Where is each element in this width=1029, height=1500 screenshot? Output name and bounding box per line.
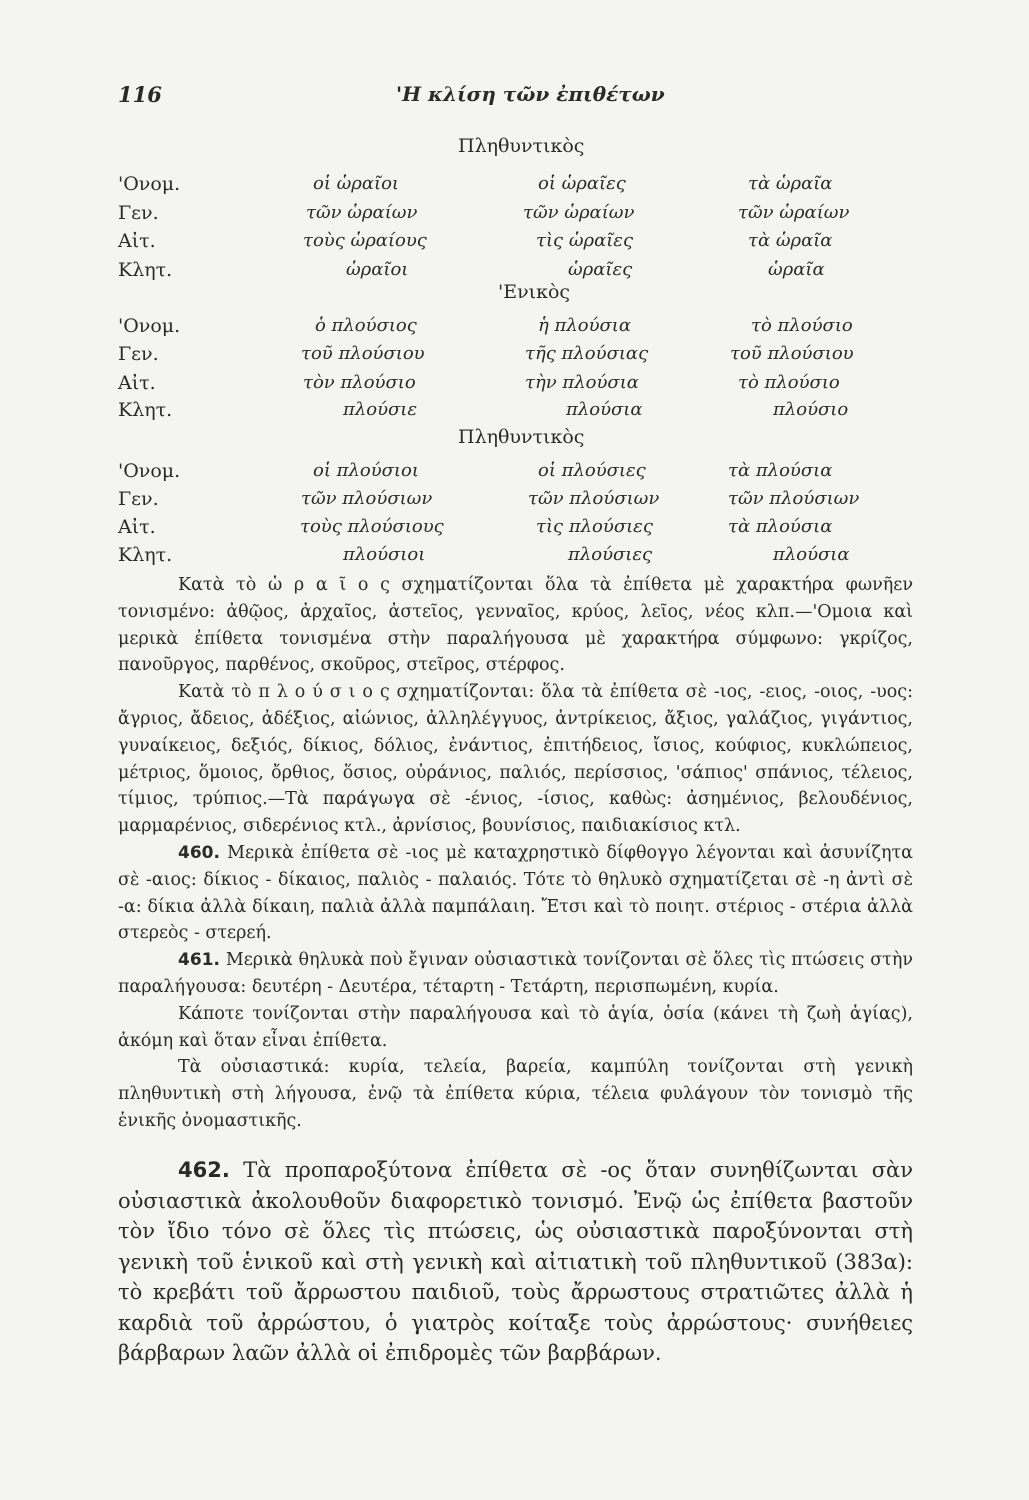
section-title: Πληθυντικὸς: [458, 135, 585, 157]
feminine-form: τὶς ὡραῖες: [536, 230, 634, 251]
paragraph: Κατὰ τὸ ὡ ρ α ῖ ο ς σχηματίζονται ὅλα τὰ ἐπίθετα μὲ χαρακτήρα φωνῆεν τονισμένο: ἀθῷος, ἀρχαῖος, ἀστεῖος, γενναῖος, κρύος, λεῖος, νέος κλπ.—'Ομοια καὶ μερικὰ ἐπίθετα τονισμένα στὴν παραλήγουσα μὲ χαρακτήρα σύμφωνο: γκρίζος, πανοῦργος, παρθένος, σκοῦρος, στεῖρος, στέρφος.: [118, 575, 913, 676]
masculine-form: τὸν πλούσιο: [303, 372, 416, 393]
feminine-form: τὴν πλούσια: [525, 372, 639, 393]
table-row: [118, 516, 898, 544]
neuter-form: τῶν ὡραίων: [738, 202, 850, 223]
table-row: [118, 372, 898, 400]
table-row: [118, 343, 898, 371]
case-label: Γεν.: [118, 202, 159, 224]
case-label: 'Ονομ.: [118, 460, 181, 482]
feminine-form: οἱ πλούσιες: [538, 460, 646, 481]
paragraph: Κατὰ τὸ π λ ο ύ σ ι ο ς σχηματίζονται: ὅλα τὰ ἐπίθετα σὲ -ιος, -ειος, -οιος, -υος: ἄγριος, ἄδειος, ἀδέξιος, αἰώνιος, ἀλληλέγγυος, ἀντρίκειος, ἄξιος, γαλάζιος, γιγάντιος, γυναίκειος, δεξιός, δίκιος, δόλιος, ἐνάντιος, ἐπιτήδειος, ἴσιος, κούφιος, κυκλώπειος, μέτριος, ὅμοιος, ὄρθιος, ὅσιος, οὐράνιος, παλιός, περίσσιος, 'σάπιος' σπάνιος, τέλειος, τίμιος, τρύπιος.—Τὰ παράγωγα σὲ -ένιος, -ίσιος, καθὼς: ἀσημένιος, βελουδένιος, μαρμαρένιος, σιδερένιος κτλ., ἀρνίσιος, βουνίσιος, παιδιακίσιος κτλ.: [118, 682, 913, 837]
masculine-form: τοῦ πλούσιου: [301, 343, 425, 364]
table-row: [118, 202, 898, 230]
feminine-form: πλούσια: [566, 399, 643, 420]
case-label: Κλητ.: [118, 259, 173, 281]
running-title: 'Η κλίση τῶν ἐπιθέτων: [396, 82, 665, 106]
feminine-form: τὶς πλούσιες: [536, 516, 653, 537]
feminine-form: πλούσιες: [568, 544, 653, 565]
section-number: 461.: [178, 950, 220, 971]
table-row: [118, 173, 898, 201]
section-title: 'Ενικὸς: [498, 281, 571, 303]
masculine-form: οἱ ὡραῖοι: [313, 173, 399, 194]
neuter-form: τὸ πλούσιο: [751, 315, 853, 336]
case-label: Κλητ.: [118, 544, 173, 566]
masculine-form: οἱ πλούσιοι: [313, 460, 419, 481]
neuter-form: τὰ ὡραῖα: [748, 173, 833, 194]
table-row: [118, 488, 898, 516]
body-text: [118, 572, 913, 1135]
section-title: Πληθυντικὸς: [458, 426, 585, 448]
feminine-form: τῶν πλούσιων: [528, 488, 660, 509]
feminine-form: τῶν ὡραίων: [523, 202, 635, 223]
masculine-form: ὁ πλούσιος: [315, 315, 417, 336]
masculine-form: τῶν πλούσιων: [301, 488, 433, 509]
table-row: [118, 399, 898, 427]
neuter-form: πλούσιο: [773, 399, 849, 420]
neuter-form: τοῦ πλούσιου: [730, 343, 854, 364]
section-462-block: [118, 1155, 913, 1369]
case-label: Αἰτ.: [118, 230, 156, 252]
neuter-form: τῶν πλούσιων: [728, 488, 860, 509]
case-label: Γεν.: [118, 343, 159, 365]
table-row: [118, 544, 898, 572]
case-label: Αἰτ.: [118, 516, 156, 538]
case-label: Γεν.: [118, 488, 159, 510]
section-462: [118, 1155, 913, 1369]
masculine-form: πλούσιοι: [343, 544, 426, 565]
masculine-form: τῶν ὡραίων: [306, 202, 418, 223]
section-text: Μερικὰ θηλυκὰ ποὺ ἔγιναν οὐσιαστικὰ τονίζονται σὲ ὅλες τὶς πτώσεις στὴν παραλήγουσα: δευτέρη - Δευτέρα, τέταρτη - Τετάρτη, περισπωμένη, κυρία.: [118, 950, 913, 997]
feminine-form: ἡ πλούσια: [538, 315, 632, 336]
neuter-form: ὡραῖα: [768, 259, 825, 280]
page-number: 116: [118, 82, 162, 107]
paragraph: Κάποτε τονίζονται στὴν παραλήγουσα καὶ τὸ ἁγία, ὁσία (κάνει τὴ ζωὴ ἁγίας), ἀκόμη καὶ ὅταν εἶναι ἐπίθετα.: [118, 1003, 913, 1051]
table-row: [118, 315, 898, 343]
table-row: [118, 230, 898, 258]
table-row: [118, 460, 898, 488]
section-number: 460.: [178, 842, 220, 863]
paragraph: Τὰ οὐσιαστικά: κυρία, τελεία, βαρεία, καμπύλη τονίζονται στὴ γενικὴ πληθυντικὴ στὴ λήγουσα, ἐνῷ τὰ ἐπίθετα κύρια, τέλεια φυλάγουν τὸν τονισμὸ τῆς ἑνικῆς ὀνομαστικῆς.: [118, 1057, 913, 1131]
neuter-form: τὰ πλούσια: [728, 516, 833, 537]
case-label: Κλητ.: [118, 399, 173, 421]
section-461: [118, 947, 913, 1001]
masculine-form: τοὺς πλούσιους: [300, 516, 444, 537]
feminine-form: ὡραῖες: [568, 259, 633, 280]
case-label: 'Ονομ.: [118, 173, 181, 195]
neuter-form: τὰ πλούσια: [728, 460, 833, 481]
section-number: 462.: [178, 1158, 230, 1182]
masculine-form: ὡραῖοι: [346, 259, 409, 280]
case-label: 'Ονομ.: [118, 315, 181, 337]
neuter-form: τὸ πλούσιο: [738, 372, 840, 393]
neuter-form: τὰ ὡραῖα: [748, 230, 833, 251]
page-header: [118, 82, 878, 112]
feminine-form: οἱ ὡραῖες: [538, 173, 626, 194]
masculine-form: τοὺς ὡραίους: [303, 230, 427, 251]
section-text: Τὰ προπαροξύτονα ἐπίθετα σὲ -ος ὅταν συνηθίζωνται σὰν οὐσιαστικὰ ἀκολουθοῦν διαφορετικὸ τονισμό. Ἐνῷ ὡς ἐπίθετα βαστοῦν τὸν ἴδιο τόνο σὲ ὅλες τὶς πτώσεις, ὡς οὐσιαστικὰ παροξύνονται στὴ γενικὴ τοῦ ἑνικοῦ καὶ στὴ γενικὴ καὶ αἰτιατικὴ τοῦ πληθυντικοῦ (383α): τὸ κρεβάτι τοῦ ἄρρωστου παιδιοῦ, τοὺς ἄρρωστους στρατιῶτες ἀλλὰ ἡ καρδιὰ τοῦ ἀρρώστου, ὁ γιατρὸς κοίταξε τοὺς ἀρρώστους· συνήθειες βάρβαρων λαῶν ἀλλὰ οἱ ἐπιδρομὲς τῶν βαρβάρων.: [118, 1158, 913, 1365]
feminine-form: τῆς πλούσιας: [525, 343, 649, 364]
case-label: Αἰτ.: [118, 372, 156, 394]
neuter-form: πλούσια: [773, 544, 850, 565]
masculine-form: πλούσιε: [343, 399, 418, 420]
section-460: [118, 840, 913, 947]
section-text: Μερικὰ ἐπίθετα σὲ -ιος μὲ καταχρηστικὸ δίφθογγο λέγονται καὶ ἀσυνίζητα σὲ -αιος: δίκιος - δίκαιος, παλιὸς - παλαιός. Τότε τὸ θηλυκὸ σχηματίζεται σὲ -η ἀντὶ σὲ -α: δίκια ἀλλὰ δίκαιη, παλιὰ ἀλλὰ παμπάλαιη. Ἔτσι καὶ τὸ ποιητ. στέριος - στέρια ἀλλὰ στερεὸς - στερεή.: [118, 842, 913, 944]
